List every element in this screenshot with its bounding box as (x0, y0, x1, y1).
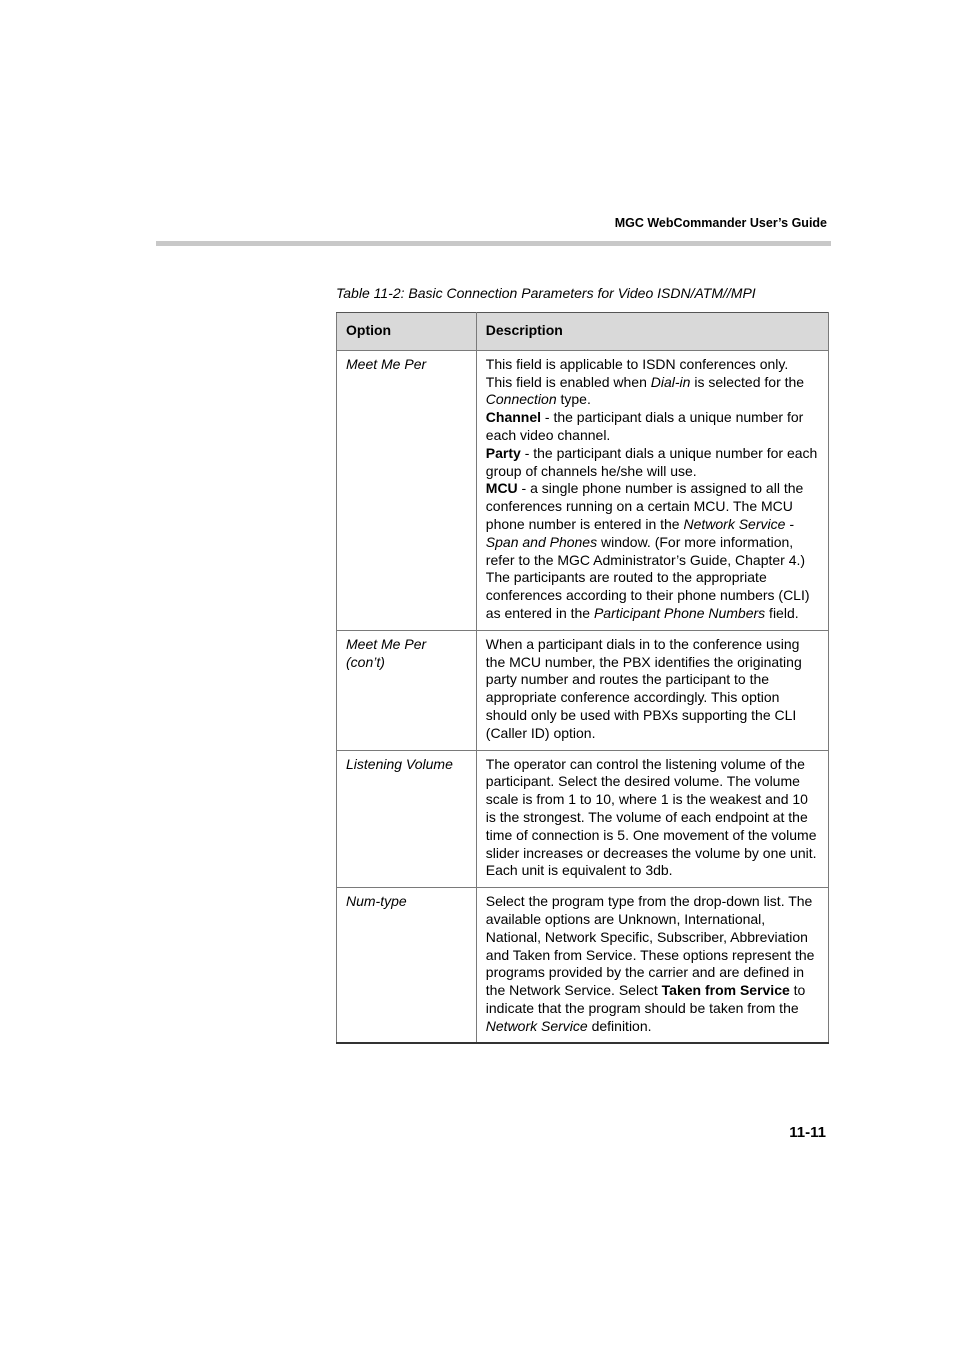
description-cell: When a participant dials in to the conference using the MCU number, the PBX identifies the originating party number and routes the participant to the appropriate conference accordingly. This option should only be used with PBXs supporting the CLI (Caller ID) option. (476, 630, 828, 750)
text-run: - the participant dials a unique number for each group of channels he/she will use. (485, 444, 818, 479)
table-row (337, 630, 829, 750)
text-run: type. (556, 391, 591, 408)
description-cell: The operator can control the listening volume of the participant. Select the desired volume. The volume scale is from 1 to 10, where 1 is the weakest and 10 is the strongest. The volume of each endpoint at the time of connection is 5. One movement of the volume slider increases or decreases the volume by one unit. Each unit is equivalent to 3db. (476, 750, 828, 888)
description-paragraph (486, 374, 819, 410)
table-caption: Table 11-2: Basic Connection Parameters for Video ISDN/ATM//MPI (336, 285, 756, 301)
table-row (337, 888, 829, 1044)
table-header-row (337, 313, 829, 351)
table-row (337, 350, 829, 630)
text-run-italic: Dial-in (650, 373, 691, 390)
text-run: Select the program type from the drop-down list. The available options are Unknown, International, National, Network Specific, Subscriber, Abbreviation and Taken from Service. These options represent the programs provided by the carrier and are defined in the Network Service. Select (485, 893, 815, 999)
text-run-italic: Connection (485, 391, 557, 408)
table-row (337, 750, 829, 888)
description-paragraph: This field is applicable to ISDN conferences only. (485, 355, 789, 372)
option-cell: Num-type (337, 888, 477, 1044)
option-cell (337, 630, 477, 750)
column-header-description: Description (476, 313, 828, 351)
option-cell: Listening Volume (337, 750, 477, 888)
term-party: Party (485, 444, 521, 461)
text-run: - a single phone number is assigned to all the conferences running on a certain MCU. The MCU phone number is entered in the (485, 480, 804, 532)
option-cell: Meet Me Per (337, 350, 477, 630)
term-taken-from-service: Taken from Service (661, 982, 790, 999)
text-run: - the participant dials a unique number for each video channel. (485, 409, 804, 443)
description-paragraph (486, 445, 819, 481)
text-run: field. (765, 604, 799, 621)
text-run: is selected for the (690, 373, 805, 390)
term-channel: Channel (485, 409, 542, 426)
text-run: to indicate that the program should be taken from the (485, 982, 806, 1016)
running-header: MGC WebCommander User’s Guide (614, 216, 827, 230)
option-label: Meet Me Per (346, 635, 427, 652)
text-run-italic: Network Service - Span and Phones (485, 515, 794, 550)
column-header-option: Option (337, 313, 477, 351)
text-run: definition. (587, 1017, 652, 1034)
text-run-italic: Network Service (485, 1017, 588, 1034)
header-rule (156, 241, 831, 246)
parameters-table (336, 312, 829, 1044)
term-mcu: MCU (485, 480, 518, 497)
option-continued-label: (con’t) (346, 653, 385, 670)
page-number: 11-11 (789, 1124, 826, 1141)
text-run-italic: Participant Phone Numbers (593, 604, 766, 621)
description-cell (476, 888, 828, 1044)
description-paragraph (486, 480, 819, 622)
description-cell (476, 350, 828, 630)
text-run: This field is enabled when (485, 373, 651, 390)
text-run: window. (For more information, refer to the MGC Administrator’s Guide, Chapter 4.) The participants are routed to the appropriate conferences according to their phone numbers (CLI) as entered in the (485, 533, 810, 621)
description-paragraph (486, 409, 819, 445)
